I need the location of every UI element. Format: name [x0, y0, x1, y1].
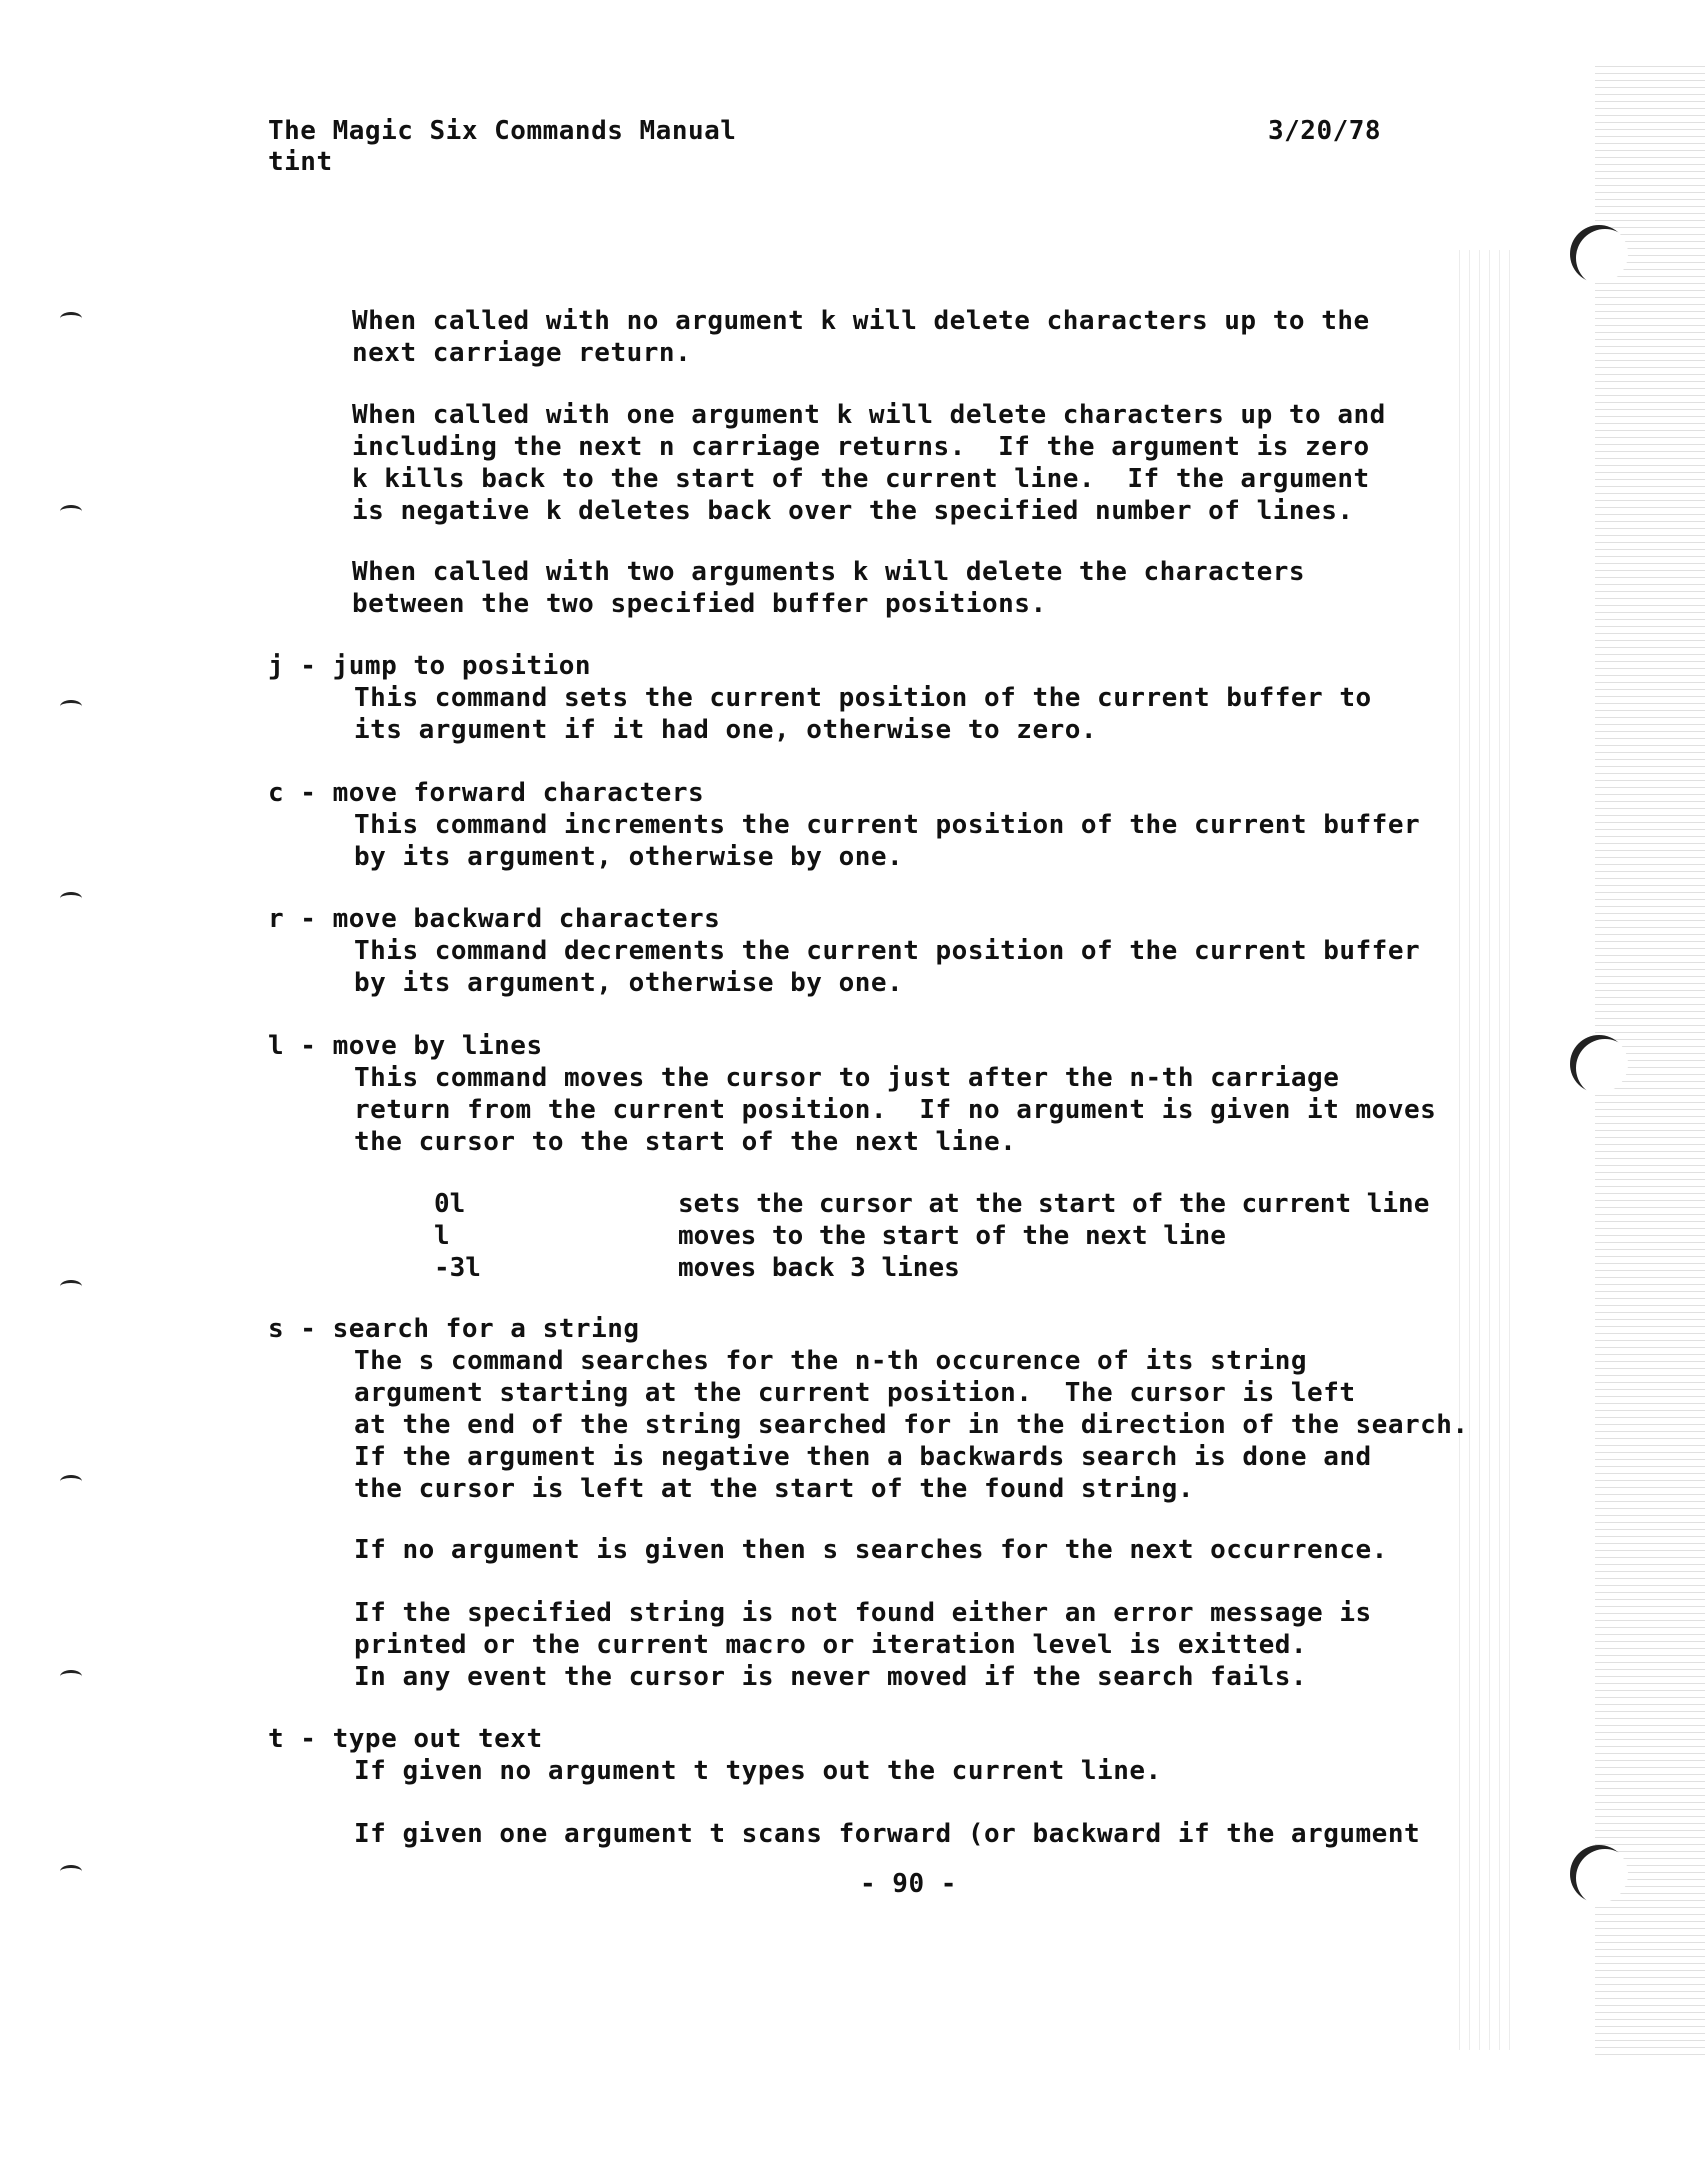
text-line: the cursor to the start of the next line. [354, 1127, 1017, 1157]
binder-hole-icon [1570, 225, 1628, 283]
command-heading-t: t - type out text [268, 1724, 543, 1754]
section-name: tint [268, 147, 333, 177]
text-line: When called with no argument k will delete characters up to the [352, 306, 1370, 336]
command-body-j [354, 682, 1372, 746]
margin-mark-icon [60, 700, 82, 713]
example-description: moves to the start of the next line [678, 1221, 1226, 1251]
command-heading-l: l - move by lines [268, 1031, 543, 1061]
text-line: at the end of the string searched for in the direction of the search. [354, 1410, 1469, 1440]
text-line: the cursor is left at the start of the found string. [354, 1474, 1194, 1504]
example-description: moves back 3 lines [678, 1253, 960, 1283]
binder-hole-icon [1570, 1845, 1628, 1903]
command-heading-s: s - search for a string [268, 1314, 640, 1344]
example-code: 0l [434, 1189, 466, 1219]
margin-mark-icon [60, 1280, 82, 1293]
text-line: This command moves the cursor to just after the n-th carriage [354, 1063, 1340, 1093]
example-code: -3l [434, 1253, 481, 1283]
text-line: This command increments the current position of the current buffer [354, 810, 1421, 840]
text-line: return from the current position. If no argument is given it moves [354, 1095, 1437, 1125]
paragraph [352, 399, 1386, 527]
margin-mark-icon [60, 505, 82, 518]
margin-mark-icon [60, 1670, 82, 1683]
text-line: If given one argument t scans forward (or backward if the argument [354, 1819, 1421, 1849]
text-line: When called with two arguments k will delete the characters [352, 557, 1306, 587]
text-line: including the next n carriage returns. If the argument is zero [352, 432, 1370, 462]
command-body-s-3 [354, 1597, 1372, 1693]
command-heading-c: c - move forward characters [268, 778, 705, 808]
text-line: k kills back to the start of the current line. If the argument [352, 464, 1370, 494]
command-body-l [354, 1062, 1436, 1158]
text-line: The s command searches for the n-th occurence of its string [354, 1346, 1308, 1376]
text-line: by its argument, otherwise by one. [354, 968, 904, 998]
command-body-t [354, 1755, 1162, 1787]
text-line: If the argument is negative then a backwards search is done and [354, 1442, 1372, 1472]
command-body-s-2 [354, 1534, 1388, 1566]
margin-mark-icon [60, 1865, 82, 1878]
text-line: is negative k deletes back over the specified number of lines. [352, 496, 1354, 526]
command-body-s [354, 1345, 1469, 1505]
scan-margin-noise [1450, 250, 1510, 2050]
text-line: This command sets the current position of the current buffer to [354, 683, 1372, 713]
text-line: printed or the current macro or iteration level is exitted. [354, 1630, 1308, 1660]
text-line: next carriage return. [352, 338, 692, 368]
binder-hole-icon [1570, 1035, 1628, 1093]
command-body-c [354, 809, 1420, 873]
example-description: sets the cursor at the start of the current line [678, 1189, 1430, 1219]
command-heading-j: j - jump to position [268, 651, 592, 681]
text-line: In any event the cursor is never moved if the search fails. [354, 1662, 1308, 1692]
margin-mark-icon [60, 1475, 82, 1488]
text-line: When called with one argument k will delete characters up to and [352, 400, 1386, 430]
page-number: - 90 - [860, 1869, 957, 1899]
text-line: If given no argument t types out the current line. [354, 1756, 1162, 1786]
example-code: l [434, 1221, 450, 1251]
text-line: its argument if it had one, otherwise to zero. [354, 715, 1098, 745]
margin-mark-icon [60, 312, 82, 325]
text-line: argument starting at the current position. The cursor is left [354, 1378, 1356, 1408]
command-body-t-2 [354, 1818, 1420, 1850]
document-title: The Magic Six Commands Manual [268, 116, 737, 146]
command-heading-r: r - move backward characters [268, 904, 721, 934]
document-date: 3/20/78 [1268, 116, 1382, 146]
paragraph [352, 305, 1370, 369]
margin-mark-icon [60, 892, 82, 905]
text-line: by its argument, otherwise by one. [354, 842, 904, 872]
text-line: If the specified string is not found either an error message is [354, 1598, 1372, 1628]
text-line: This command decrements the current position of the current buffer [354, 936, 1421, 966]
paragraph [352, 556, 1305, 620]
text-line: If no argument is given then s searches for the next occurrence. [354, 1535, 1388, 1565]
text-line: between the two specified buffer positions. [352, 589, 1047, 619]
command-body-r [354, 935, 1420, 999]
